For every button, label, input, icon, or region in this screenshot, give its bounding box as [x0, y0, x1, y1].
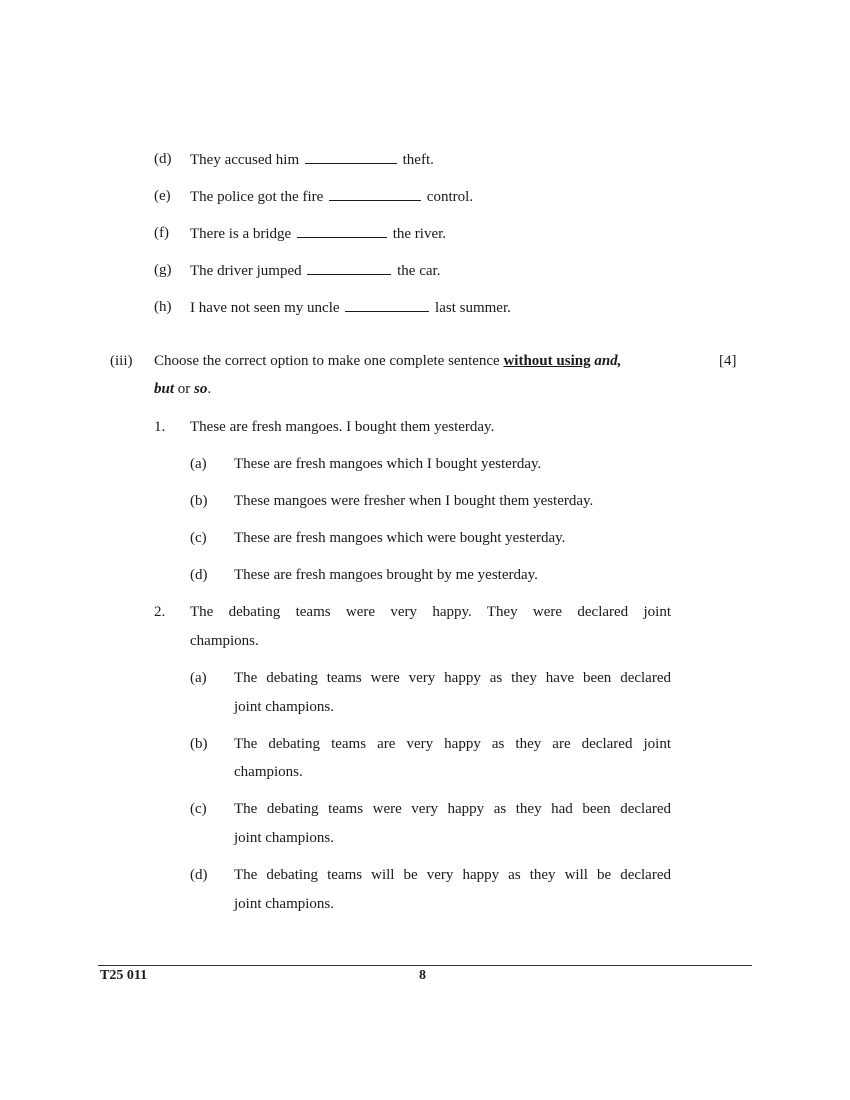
sentence-after: theft.	[402, 152, 434, 168]
question-stem: These are fresh mangoes. I bought them yesterday.	[190, 419, 495, 435]
item-sentence-g	[190, 262, 440, 280]
option-label: (b)	[190, 493, 208, 509]
option-text-line2: champions.	[234, 764, 303, 780]
option-label: (a)	[190, 456, 207, 472]
option-text-line1: The debating teams will be very happy as they will be declared	[234, 867, 671, 883]
option-text: These are fresh mangoes which I bought yesterday.	[234, 456, 542, 472]
question-stem-line2: champions.	[190, 633, 259, 649]
sentence-before: The driver jumped	[190, 263, 302, 279]
option-label: (c)	[190, 801, 207, 817]
sentence-after: the car.	[397, 263, 441, 279]
sentence-before: They accused him	[190, 152, 300, 168]
section-label: (iii)	[110, 353, 133, 369]
footer-divider	[98, 965, 752, 966]
item-sentence-f	[190, 225, 446, 243]
option-label: (d)	[190, 867, 208, 883]
sentence-before: There is a bridge	[190, 226, 292, 242]
item-sentence-d	[190, 151, 434, 169]
sentence-after: the river.	[392, 226, 447, 242]
item-label-d: (d)	[154, 151, 172, 167]
option-label: (b)	[190, 736, 208, 752]
option-label: (c)	[190, 530, 207, 546]
item-label-g: (g)	[154, 262, 172, 278]
option-text: These are fresh mangoes which were bought yesterday.	[234, 530, 566, 546]
instruction-and: and,	[594, 353, 622, 369]
option-text-line1: The debating teams are very happy as they are declared joint	[234, 736, 671, 752]
answer-blank	[305, 151, 397, 164]
paper-code: T25 011	[100, 968, 148, 983]
item-sentence-e	[190, 188, 473, 206]
instruction-period: .	[207, 381, 212, 397]
sentence-after: last summer.	[435, 300, 511, 316]
instruction-emphasis: without using	[503, 353, 591, 369]
instruction-or: or	[177, 381, 191, 397]
question-number: 1.	[154, 419, 166, 435]
item-label-h: (h)	[154, 299, 172, 315]
option-text-line2: joint champions.	[234, 896, 334, 912]
item-sentence-h	[190, 299, 511, 317]
option-text-line1: The debating teams were very happy as they have been declared	[234, 670, 671, 686]
option-label: (d)	[190, 567, 208, 583]
sentence-after: control.	[426, 189, 474, 205]
option-label: (a)	[190, 670, 207, 686]
option-text-line2: joint champions.	[234, 830, 334, 846]
answer-blank	[307, 262, 391, 275]
option-text: These are fresh mangoes brought by me yesterday.	[234, 567, 538, 583]
option-text-line1: The debating teams were very happy as they had been declared	[234, 801, 671, 817]
marks: [4]	[719, 353, 737, 369]
question-number: 2.	[154, 604, 166, 620]
instruction-text: Choose the correct option to make one complete sentence	[154, 353, 500, 369]
sentence-before: I have not seen my uncle	[190, 300, 340, 316]
answer-blank	[329, 188, 421, 201]
instruction-so: so	[194, 381, 208, 397]
option-text-line2: joint champions.	[234, 699, 334, 715]
item-label-f: (f)	[154, 225, 169, 241]
answer-blank	[345, 299, 429, 312]
item-label-e: (e)	[154, 188, 171, 204]
page-number: 8	[419, 968, 426, 983]
sentence-before: The police got the fire	[190, 189, 324, 205]
option-text: These mangoes were fresher when I bought them yesterday.	[234, 493, 594, 509]
section-instruction-line1	[154, 353, 621, 370]
question-stem-line1: The debating teams were very happy. They were declared joint	[190, 604, 671, 620]
instruction-but: but	[154, 381, 175, 397]
section-instruction-line2	[154, 381, 211, 398]
answer-blank	[297, 225, 387, 238]
